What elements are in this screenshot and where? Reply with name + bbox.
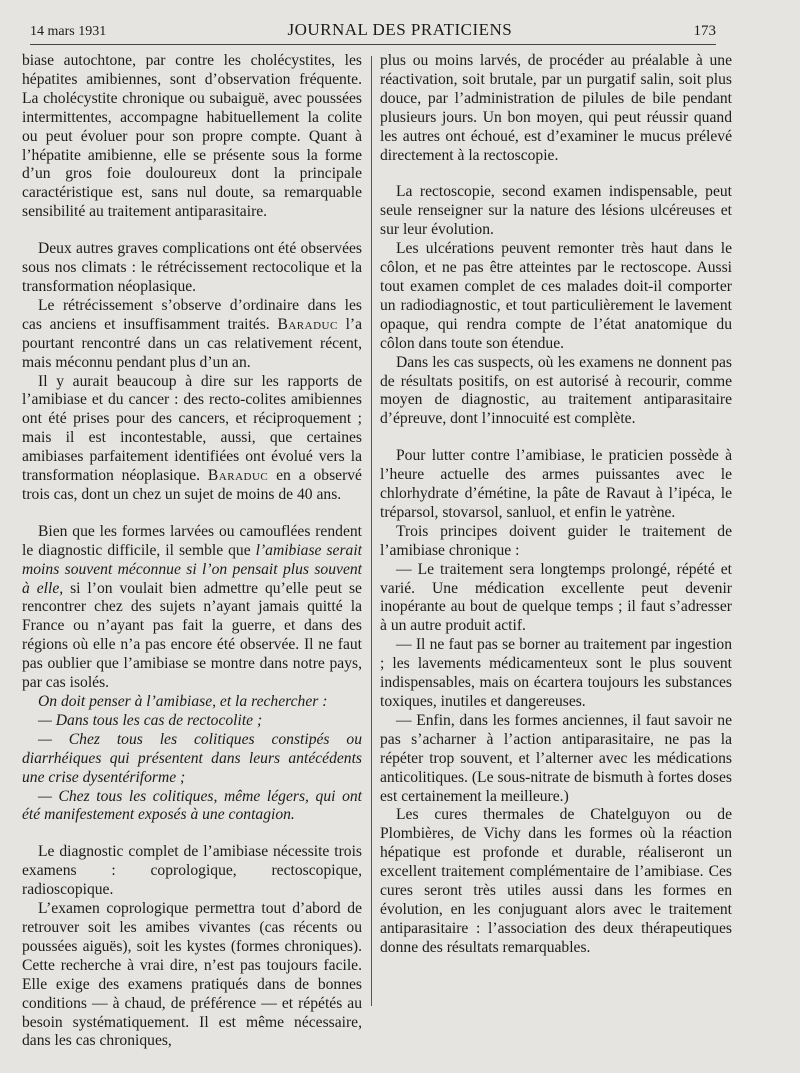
- list-item: — Il ne faut pas se borner au traitement par ingestion ; les lavements médicamenteux sont le plus souvent indispensables, mais on écartera toujours les substances toxiques, inutiles et dangereuses.: [380, 636, 732, 710]
- text-run: Il y aurait beaucoup à dire sur les rapports de l’amibiase et du cancer : des recto-colites amibiennes ont été prises pour des cancers, et réciproquement ; mais il est incontestable, aussi, que certaines amibiases parfaitement identifiées ont évolué vers la transformation néoplasique.: [22, 372, 362, 485]
- list-item: — Le traitement sera longtemps prolongé, répété et varié. Une médication excellente peut devenir inopérante au bout de quelque temps ; il faut s’adresser à un autre produit actif.: [380, 560, 732, 635]
- paragraph: Les ulcérations peuvent remonter très haut dans le côlon, et ne pas être atteintes par le rectoscope. Aussi tout examen complet de ces malades doit-il comporter un radiodiagnostic, et tout particulièrement le lavement opaque, qui rendra compte de l’état anatomique du côlon dans toute son étendue.: [380, 240, 732, 352]
- italic-line: — Chez tous les colitiques constipés ou diarrhéiques qui présentent dans leurs antécédents une crise dysentériforme ;: [22, 730, 362, 786]
- text-run: l’a pourtant rencontré dans un cas relativement récent, mais méconnu pendant plus d’un an.: [22, 315, 363, 371]
- paragraph: [22, 297, 362, 373]
- paragraph: [22, 693, 362, 712]
- italic-line: — Chez tous les colitiques, même légers, qui ont été manifestement exposés à une contagion.: [22, 787, 362, 824]
- text-run: Le rétrécissement s’observe d’ordinaire dans les cas anciens et insuffisamment traités.: [22, 296, 362, 333]
- issue-date: 14 mars 1931: [30, 24, 107, 39]
- column-divider: [371, 56, 372, 1006]
- author-name: Baraduc: [207, 467, 269, 485]
- running-header: [30, 14, 716, 45]
- list-item: — Enfin, dans les formes anciennes, il faut savoir ne pas s’acharner à l’action antiparasitaire, ne pas la répéter trop souvent, et l’alterner avec les médications anticolitiques. (Le sous-nitrate de bismuth à fortes doses est certainement la meilleure.): [380, 711, 732, 805]
- italic-line: On doit penser à l’amibiase, et la rechercher :: [38, 693, 328, 710]
- paragraph: biase autochtone, par contre les cholécystites, les hépatites amibiennes, sont d’observation fréquente. La cholécystite chronique ou subaiguë, avec poussées intermittentes, accompagne habituellement la colite ou peut évoluer pour son propre compte. Quant à l’hépatite amibienne, elle se présente sous la forme d’un gros foie douloureux dont la principale caractéristique est, sans nul doute, sa remarquable sensibilité au traitement antiparasitaire.: [22, 52, 362, 221]
- italic-line: — Dans tous les cas de rectocolite ;: [38, 711, 263, 729]
- text-run: en a observé trois cas, dont un chez un sujet de moins de 40 ans.: [22, 467, 362, 503]
- text-run: si l’on voulait bien admettre qu’elle peut se rencontrer chez des sujets n’ayant jamais quitté la France ou n’ayant pas fait la guerre, et dans des régions où elle n’a pas encore été observée. Il ne faut pas oublier que l’amibiase se montre dans notre pays, par cas isolés.: [22, 579, 362, 692]
- paragraph: L’examen coprologique permettra tout d’abord de retrouver soit les amibes vivantes (cas récents ou poussées aiguës), soit les kystes (formes chroniques). Cette recherche à vrai dire, n’est pas toujours facile. Elle exige des examens pratiqués dans de bonnes conditions — à chaud, de préférence — et répétés au besoin systématiquement. Il est même nécessaire, dans les cas chroniques,: [22, 900, 362, 1050]
- paragraph: Dans les cas suspects, où les examens ne donnent pas de résultats positifs, on est autorisé à recourir, comme moyen de diagnostic, au traitement antiparasitaire d’épreuve, dont l’innocuité est complète.: [380, 353, 732, 428]
- paragraph: Le diagnostic complet de l’amibiase nécessite trois examens : coprologique, rectoscopique, radioscopique.: [22, 843, 362, 899]
- paragraph: Pour lutter contre l’amibiase, le praticien possède à l’heure actuelle des armes puissantes avec le chlorhydrate d’émétine, la pâte de Ravaut à l’ipéca, le tréparsol, stovarsol, sanluol, et enfin le yatrène.: [380, 447, 732, 521]
- paragraph: [22, 523, 362, 693]
- paragraph: [22, 373, 362, 505]
- list-item: [22, 712, 362, 731]
- paragraph: plus ou moins larvés, de procéder au préalable à une réactivation, soit brutale, par un purgatif salin, soit plus douce, par l’administration de pilules de bile pendant plusieurs jours. Un bon moyen, qui peut réussir quand les autres ont échoué, est d’examiner le mucus prélevé directement à la rectoscopie.: [380, 52, 732, 164]
- author-name: Baraduc: [277, 315, 338, 333]
- paragraph: Les cures thermales de Chatelguyon ou de Plombières, de Vichy dans les formes où la réaction hépatique est profonde et durable, réaliseront un excellent traitement complémentaire de l’amibiase. Ces cures seront très utiles aussi dans les formes en évolution, en les conjuguant alors avec le traitement antiparasitaire : l’association des deux thérapeutiques donne des résultats remarquables.: [380, 806, 732, 956]
- italic-emphasis: l’amibiase serait moins souvent méconnue si l’on pensait plus souvent à elle,: [22, 541, 362, 597]
- text-run: Bien que les formes larvées ou camouflées rendent le diagnostic difficile, il semble que: [22, 522, 362, 559]
- list-item: [22, 731, 362, 788]
- journal-title: JOURNAL DES PRATICIENS: [287, 20, 513, 39]
- paragraph: Trois principes doivent guider le traitement de l’amibiase chronique :: [380, 522, 732, 559]
- left-column: [22, 52, 362, 1051]
- paragraph: La rectoscopie, second examen indispensable, peut seule renseigner sur la nature des lésions ulcéreuses et sur leur évolution.: [380, 183, 732, 239]
- list-item: [22, 788, 362, 826]
- page-number: 173: [693, 23, 716, 39]
- right-column: [380, 52, 732, 958]
- paragraph: Deux autres graves complications ont été observées sous nos climats : le rétrécissement rectocolique et la transformation néoplasique.: [22, 240, 362, 295]
